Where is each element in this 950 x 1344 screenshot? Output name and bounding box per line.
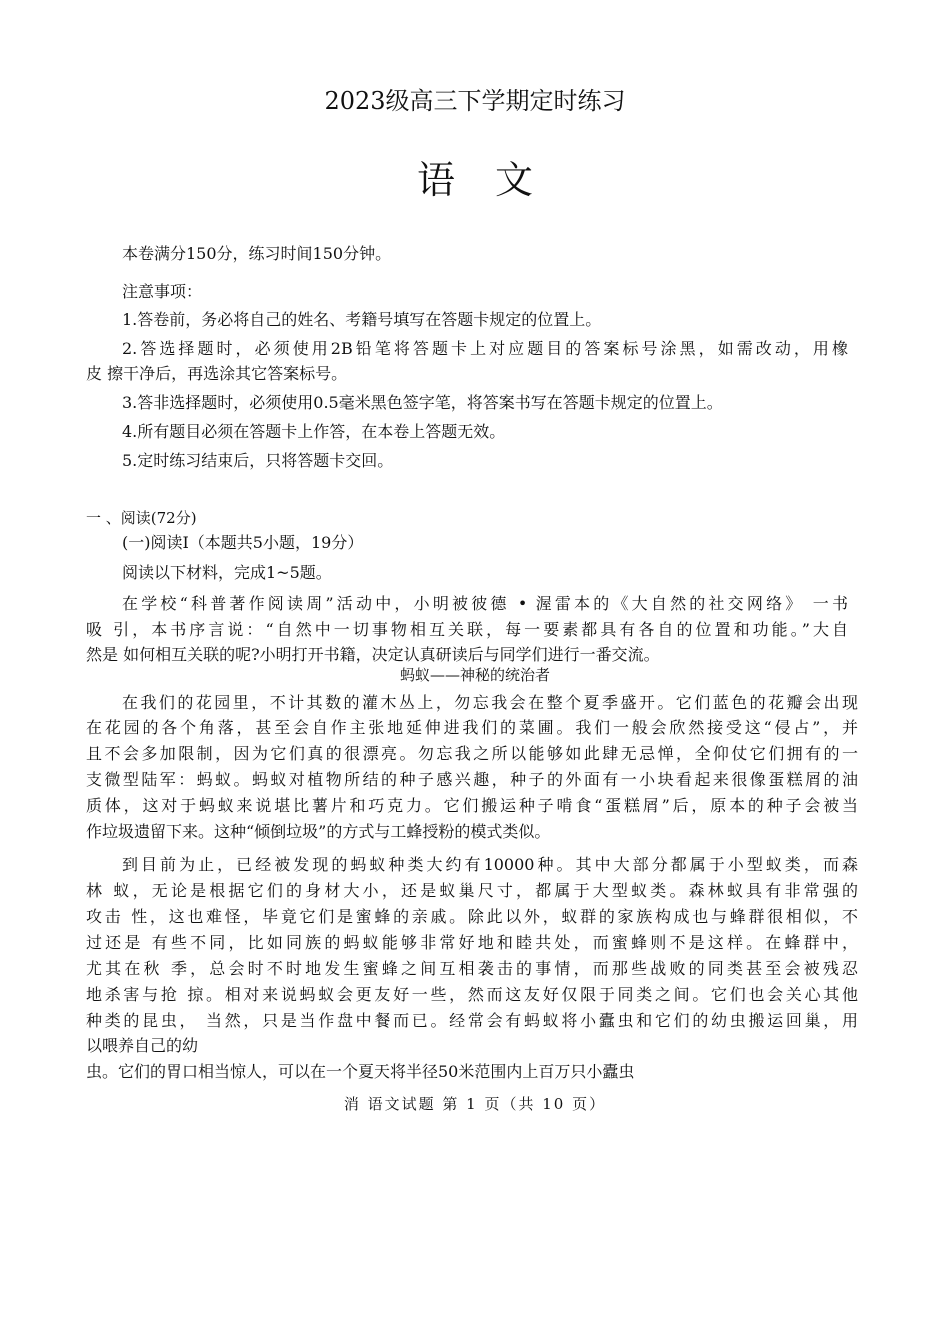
notice-item-1: 1.答卷前，务必将自己的姓名、考籍号填写在答题卡规定的位置上。 — [122, 310, 602, 329]
notice-item-5: 5.定时练习结束后，只将答题卡交回。 — [122, 451, 394, 470]
notice-item-2-line-2: 皮 擦干净后，再选涂其它答案标号。 — [86, 364, 348, 383]
exam-title: 2023级高三下学期定时练习 — [324, 87, 626, 115]
article-p2-line: 虫。它们的胃口相当惊人，可以在一个夏天将半径50米范围内上百万只小蠹虫 — [86, 1062, 635, 1081]
section-heading: 一 、阅读(72分) — [86, 509, 197, 527]
notice-item-3: 3.答非选择题时，必须使用0.5毫米黑色签字笔，将答案书写在答题卡规定的位置上。 — [122, 393, 723, 412]
notice-item-2-line-1: 2.答选择题时，必须使用2B铅笔将答题卡上对应题目的答案标号涂黑，如需改动，用橡 — [122, 339, 848, 358]
section-sub-heading: (一)阅读Ⅰ（本题共5小题，19分） — [122, 533, 364, 552]
page-footer: 消 语文试题 第 1 页（共 10 页） — [343, 1095, 607, 1113]
article-p1-line: 且不会多加限制，因为它们真的很漂亮。勿忘我之所以能够如此肆无忌惮，全仰仗它们拥有的一 — [86, 744, 858, 763]
article-p2-line: 过还是 有些不同，比如同族的蚂蚁能够非常好地和睦共处，而蜜蜂则不是这样。在蜂群中， — [86, 933, 858, 952]
article-p1-line: 质体，这对于蚂蚁来说堪比薯片和巧克力。它们搬运种子啃食“蛋糕屑”后，原本的种子会被当 — [86, 796, 858, 815]
intro-line-3: 然是 如何相互关联的呢?小明打开书籍，决定认真研读后与同学们进行一番交流。 — [86, 645, 660, 664]
notice-heading: 注意事项： — [122, 282, 203, 301]
article-p2-line: 林 蚁，无论是根据它们的身材大小，还是蚁巢尺寸，都属于大型蚁类。森林蚁具有非常强的 — [86, 881, 858, 900]
article-p1-line: 在我们的花园里，不计其数的灌木丛上，勿忘我会在整个夏季盛开。它们蓝色的花瓣会出现 — [122, 693, 858, 712]
notice-item-4: 4.所有题目必须在答题卡上作答，在本卷上答题无效。 — [122, 422, 506, 441]
article-p1-line: 作垃圾遗留下来。这种“倾倒垃圾”的方式与工蜂授粉的模式类似。 — [86, 822, 551, 841]
article-p2-line: 以喂养自己的幼 — [86, 1036, 199, 1055]
article-p1-line: 在花园的各个角落，甚至会自作主张地延伸进我们的菜圃。我们一般会欣然接受这“侵占”，并 — [86, 718, 858, 737]
article-p2-line: 攻击 性，这也难怪，毕竟它们是蜜蜂的亲戚。除此以外，蚁群的家族构成也与蜂群很相似，不 — [86, 907, 858, 926]
article-title: 蚂蚁——神秘的统治者 — [399, 666, 550, 684]
article-p1-line: 支微型陆军：蚂蚁。蚂蚁对植物所结的种子感兴趣，种子的外面有一小块看起来很像蛋糕屑的油 — [86, 770, 858, 789]
intro-line-2: 吸 引，本书序言说：“自然中一切事物相互关联，每一要素都具有各自的位置和功能。”大自 — [86, 620, 848, 639]
intro-line-1: 在学校“科普著作阅读周”活动中，小明被彼德 • 渥雷本的《大自然的社交网络》 一书 — [122, 594, 848, 613]
subject-title: 语文 — [416, 158, 573, 202]
article-p2-line: 尤其在秋 季，总会时不时地发生蜜蜂之间互相袭击的事情，而那些战败的同类甚至会被残忍 — [86, 959, 858, 978]
notice-intro: 本卷满分150分，练习时间150分钟。 — [122, 244, 392, 263]
article-p2-line: 地杀害与抢 掠。相对来说蚂蚁会更友好一些，然而这友好仅限于同类之间。它们也会关心其他 — [86, 985, 858, 1004]
section-instruction: 阅读以下材料，完成1~5题。 — [122, 563, 332, 582]
article-p2-line: 到目前为止，已经被发现的蚂蚁种类大约有10000种。其中大部分都属于小型蚁类，而森 — [122, 855, 858, 874]
article-p2-line: 种类的昆虫， 当然，只是当作盘中餐而已。经常会有蚂蚁将小蠹虫和它们的幼虫搬运回巢，用 — [86, 1011, 858, 1030]
